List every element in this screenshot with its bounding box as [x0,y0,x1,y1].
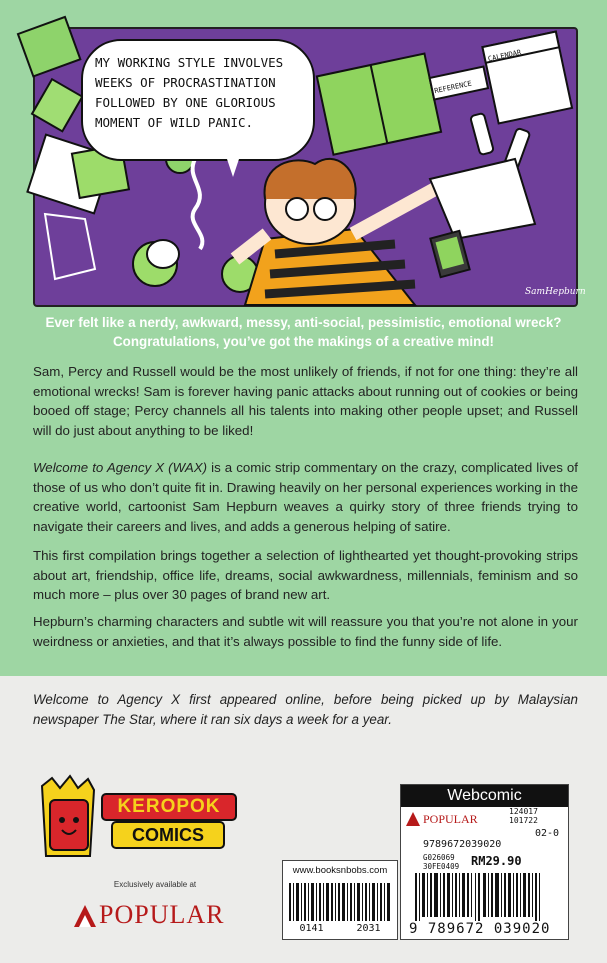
popular-logo [74,900,244,930]
keropok-comics-logo [40,776,240,856]
series-title: Welcome to Agency X (WAX) [33,460,208,475]
tag-suffix: 02-0 [535,828,560,839]
booksnbobs-barcode [282,860,398,940]
popular-logo-icon [74,905,96,927]
tag-ref-2: 30FE0409 [423,862,460,871]
tag-ref-1: G026069 [423,853,455,862]
barcode-icon [283,881,397,921]
publication-note: Welcome to Agency X first appeared online, before being picked up by Malaysian newspaper The Star, where it ran six days a week for a year. [33,692,578,727]
booksnbobs-code [283,923,397,934]
tag-code-2: 101722 [509,816,538,825]
keropok-brand-top: KEROPOK [117,796,221,817]
blurb-paragraph-2 [33,458,578,536]
blurb-paragraph-2-text: is a comic strip commentary on the crazy, complicated lives of those of us who don’t quite fit in. Drawing heavily on her personal experiences working in the creative world, cartoonist Sam Hepburn weaves a quirky story of three friends trying to navigate their careers and lives, and adds a generous helping of satire. [33,460,578,534]
tag-code-1: 124017 [509,807,538,816]
exclusive-text: Exclusively available at [113,880,197,889]
tagline [20,313,587,351]
blurb-paragraph-3: This first compilation brings together a selection of lighthearted yet thought-provoking strips about art, friendship, office life, dreams, social awkwardness, millennials, feminism and so much more – plus over 30 pages of brand new art. [33,548,578,603]
speech-bubble-text: MY WORKING STYLE INVOLVES WEEKS OF PROCRASTINATION FOLLOWED BY ONE GLORIOUS MOMENT OF WILD PANIC. [95,55,284,130]
popular-price-tag [400,784,569,940]
isbn-barcode-icon [401,873,568,921]
popular-logo-text: POPULAR [99,900,225,929]
comic-panel [33,27,586,307]
blurb-paragraph-4: Hepburn’s charming characters and subtle wit will reassure you that you’re not alone in your weirdness or anxieties, and that it’s always possible to find the funny side of life. [33,614,578,649]
speech-bubble [81,39,315,161]
category-label: Webcomic [401,785,568,807]
popular-tag-icon [406,812,420,826]
calendar-label: CALENDAR [487,48,522,64]
booksnbobs-url: www.booksnbobs.com [292,865,388,876]
tagline-line-1: Ever felt like a nerdy, awkward, messy, anti-social, pessimistic, emotional wreck? [45,315,562,330]
tagline-line-2: Congratulations, you’ve got the makings of a creative mind! [113,334,494,349]
price-tag-store: POPULAR [423,812,478,826]
booksnbobs-code-left: 0141 [299,923,324,934]
isbn-number: 9 789672 039020 [409,921,551,937]
tag-isbn-text: 9789672039020 [423,839,502,850]
booksnbobs-code-right: 2031 [356,923,381,934]
reference-book-label: REFERENCE [433,79,473,96]
speech-bubble-tail [223,147,243,177]
comic-signature: SamHepburn [525,287,586,297]
blurb-paragraph-1: Sam, Percy and Russell would be the most unlikely of friends, if not for one thing: they’re all emotional wrecks! Sam is forever having panic attacks about running out of cookies or being booed off stage; Percy channels all his talents into making other people upset; and Russell will do just about anything to be liked! [33,364,578,438]
price: RM29.90 [471,854,522,868]
keropok-brand-bottom: COMICS [132,825,204,845]
